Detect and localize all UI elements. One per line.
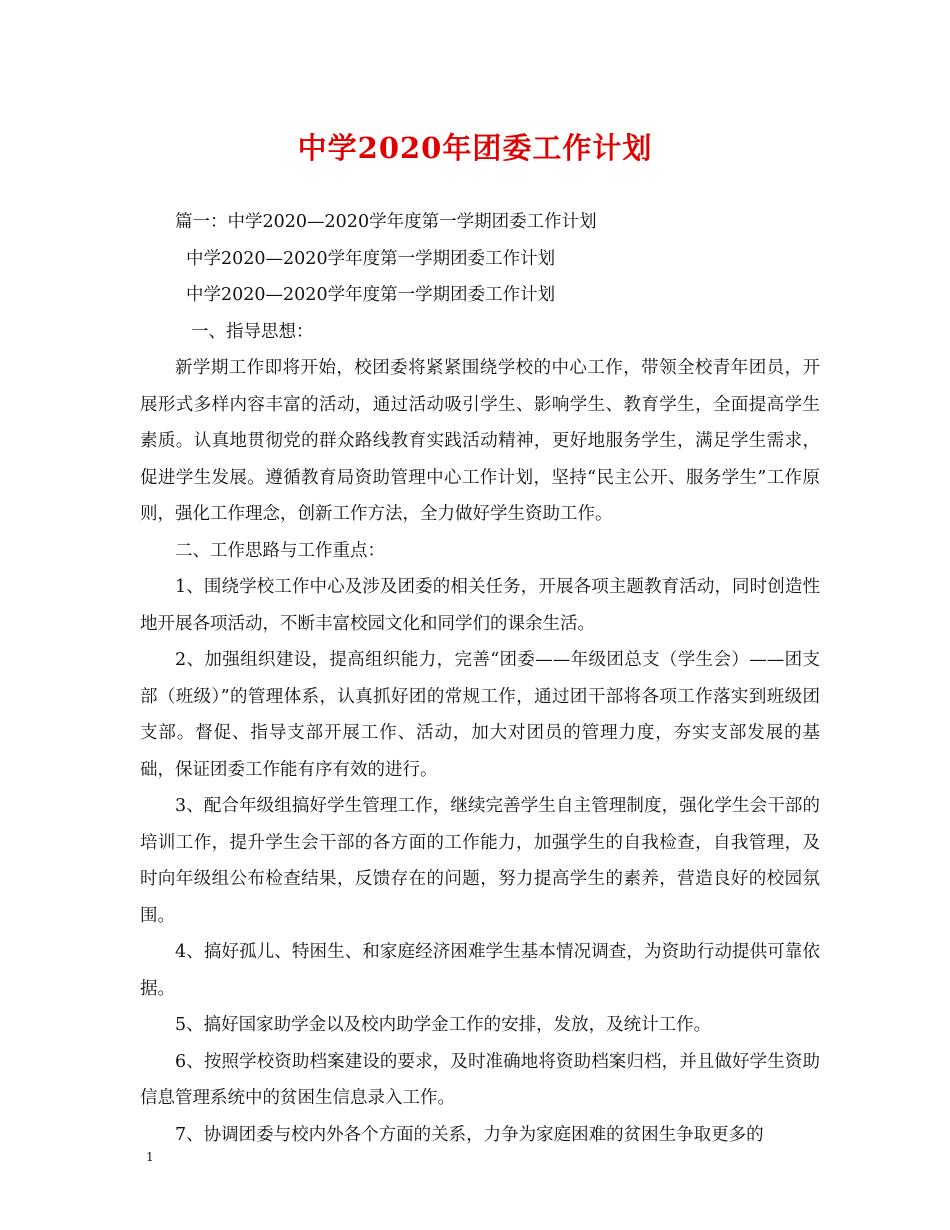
list-item-2: 2、加强组织建设，提高组织能力，完善“团委——年级团总支（学生会）——团支部（班级）”的管理体系，认真抓好团的常规工作，通过团干部将各项工作落实到班级团支部。督促、指导支部开展工作、活动，加大对团员的管理力度，夯实支部发展的基础，保证团委工作能有序有效的进行。 xyxy=(140,650,820,780)
section-heading-guiding-thought: 一、指导思想： xyxy=(191,321,314,342)
list-item-7: 7、协调团委与校内外各个方面的关系，力争为家庭困难的贫困生争取更多的 xyxy=(175,1124,764,1145)
list-item-3: 3、配合年级组搞好学生管理工作，继续完善学生自主管理制度，强化学生会干部的培训工作，提升学生会干部的各方面的工作能力，加强学生的自我检查，自我管理，及时向年级组公布检查结果，反馈存在的问题，努力提高学生的素养，营造良好的校园氛围。 xyxy=(140,796,820,926)
paragraph-guiding-thought: 新学期工作即将开始，校团委将紧紧围绕学校的中心工作，带领全校青年团员，开展形式多样内容丰富的活动，通过活动吸引学生、影响学生、教育学生，全面提高学生素质。认真地贯彻党的群众路线教育实践活动精神，更好地服务学生，满足学生需求，促进学生发展。遵循教育局资助管理中心工作计划，坚持“民主公开、服务学生”工作原则，强化工作理念，创新工作方法，全力做好学生资助工作。 xyxy=(140,358,820,524)
list-item-6: 6、按照学校资助档案建设的要求，及时准确地将资助档案归档，并且做好学生资助信息管理系统中的贫困生信息录入工作。 xyxy=(140,1051,820,1108)
list-item-5: 5、搞好国家助学金以及校内助学金工作的安排，发放，及统计工作。 xyxy=(175,1015,712,1035)
subtitle-line: 中学2020—2020学年度第一学期团委工作计划 xyxy=(186,248,556,269)
subtitle-line: 中学2020—2020学年度第一学期团委工作计划 xyxy=(186,285,556,305)
page-number: 1 xyxy=(146,1150,154,1164)
document-body xyxy=(140,204,820,1153)
list-item-4: 4、搞好孤儿、特困生、和家庭经济困难学生基本情况调查，为资助行动提供可靠依据。 xyxy=(140,942,820,999)
document-title: 中学2020年团委工作计划 xyxy=(297,131,653,165)
section-heading-work-focus: 二、工作思路与工作重点： xyxy=(175,540,385,561)
list-item-1: 1、围绕学校工作中心及涉及团委的相关任务，开展各项主题教育活动，同时创造性地开展各项活动，不断丰富校园文化和同学们的课余生活。 xyxy=(140,577,820,634)
article-heading: 篇一：中学2020—2020学年度第一学期团委工作计划 xyxy=(175,212,597,232)
